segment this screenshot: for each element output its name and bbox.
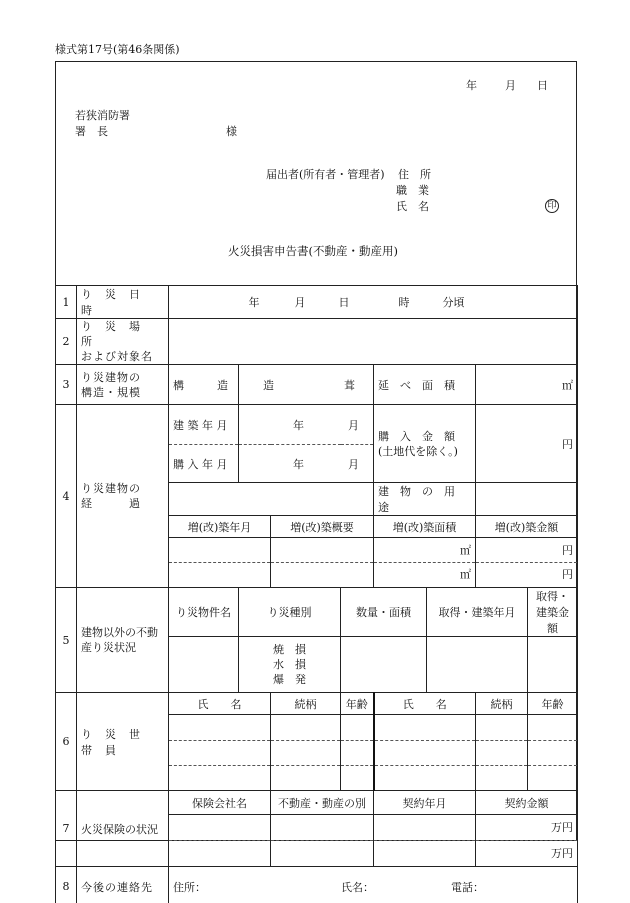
ext-area-1[interactable] [374, 538, 475, 563]
structure-roof: 葺 [344, 378, 355, 392]
member-age-3[interactable] [341, 766, 373, 790]
floor-area-unit: ㎡ [562, 378, 573, 392]
floor-area-label: 延 べ 面 積 [374, 365, 476, 405]
built-month: 月 [348, 418, 359, 432]
row-1-label: り 災 日 時 [77, 286, 169, 319]
notifier-address-label: 住 所 [398, 168, 431, 181]
r1-year: 年 [248, 296, 260, 309]
member-age-2[interactable] [341, 741, 373, 766]
member-relation-6[interactable] [476, 766, 527, 790]
damage-type-water: 水 損 [273, 658, 306, 671]
r3-label-2: 構造・規模 [81, 385, 141, 399]
bought-ym-field[interactable] [239, 445, 374, 483]
contract-date-1[interactable] [374, 815, 475, 841]
row-7-num: 7 [56, 791, 77, 867]
damage-type-explosion: 爆 発 [273, 673, 306, 686]
ext-amount-2[interactable] [476, 563, 577, 587]
member-name-1[interactable] [169, 716, 270, 741]
member-relation-header-2: 続柄 [476, 693, 528, 715]
purchase-price-label [374, 405, 476, 483]
bought-year: 年 [293, 457, 304, 471]
usage-field[interactable] [476, 483, 578, 516]
usage-label: 建 物 の 用 途 [374, 483, 476, 516]
member-age-col-2[interactable] [528, 715, 578, 791]
member-age-header-1: 年齢 [341, 693, 374, 715]
built-year: 年 [293, 418, 304, 432]
purchase-price-yen: 円 [562, 437, 573, 451]
property-type-2[interactable] [271, 841, 373, 866]
row-8-label: 今後の連絡先 [77, 867, 169, 903]
insurer-1[interactable] [169, 815, 270, 841]
contact-phone-label: 電話： [451, 880, 484, 894]
notifier-name-label: 氏 名 [396, 200, 429, 213]
ext-amount-1-unit: 円 [562, 544, 573, 557]
row-6-headers [56, 693, 578, 715]
member-age-6[interactable] [528, 766, 577, 790]
ext-summary-cell[interactable] [271, 538, 374, 588]
row-5-label [77, 588, 169, 693]
row-4-label [77, 405, 169, 588]
row-6-num: 6 [56, 693, 77, 791]
member-relation-col-1[interactable] [271, 715, 341, 791]
ext-amount-header: 増(改)築金額 [476, 516, 578, 538]
date-day: 日 [537, 79, 548, 92]
member-age-1[interactable] [341, 716, 373, 741]
ext-summary-1[interactable] [271, 538, 373, 563]
member-name-header-2: 氏 名 [374, 693, 476, 715]
ext-area-2[interactable] [374, 563, 475, 587]
damage-type-header: り災種別 [239, 588, 341, 637]
bought-ym-blank [169, 483, 374, 516]
seal-text: 印 [545, 199, 559, 213]
property-type-1[interactable] [271, 815, 373, 841]
ext-date-header: 増(改)築年月 [169, 516, 271, 538]
member-name-4[interactable] [375, 716, 476, 741]
r1-hour: 時 [398, 296, 410, 309]
ext-date-cell[interactable] [169, 538, 271, 588]
row-7-label: 火災保険の状況 [77, 791, 169, 867]
fire-datetime-field[interactable] [169, 286, 578, 319]
purchase-price-field[interactable] [476, 405, 578, 483]
acquire-amount-header: 取得・建築金額 [528, 588, 578, 637]
ext-date-2[interactable] [169, 563, 270, 587]
member-age-header-2: 年齢 [528, 693, 578, 715]
insurer-header: 保険会社名 [169, 791, 271, 815]
member-name-6[interactable] [375, 766, 476, 790]
structure-zou: 造 [263, 378, 274, 392]
member-relation-3[interactable] [271, 766, 340, 790]
contact-field[interactable] [169, 867, 578, 903]
row-5-num: 5 [56, 588, 77, 693]
date-year: 年 [466, 79, 477, 92]
ext-area-cell[interactable] [374, 538, 476, 588]
floor-area-field[interactable] [476, 365, 578, 405]
bought-ym-label: 購 入 年 月 [169, 445, 239, 483]
r1-minute: 分頃 [442, 296, 465, 309]
r4-label-1: り災建物の [81, 482, 141, 495]
notifier-occupation-label: 職 業 [396, 184, 429, 197]
quantity-header: 数量・面積 [341, 588, 427, 637]
member-name-5[interactable] [375, 741, 476, 766]
ext-amount-cell[interactable] [476, 538, 578, 588]
r1-day: 日 [338, 296, 350, 309]
contact-address-label: 住所： [173, 880, 206, 894]
member-relation-4[interactable] [476, 716, 527, 741]
built-ym-field[interactable] [239, 405, 374, 445]
form-title: 火災損害申告書(不動産・動産用) [228, 244, 398, 258]
row-1 [56, 286, 578, 319]
member-relation-5[interactable] [476, 741, 527, 766]
ext-amount-2-unit: 円 [562, 568, 573, 581]
member-name-3[interactable] [169, 766, 270, 790]
r5-label-1: 建物以外の不動 [81, 626, 158, 639]
row-6-label: り 災 世 帯 員 [77, 693, 169, 791]
structure-field[interactable] [239, 365, 374, 405]
contract-date-header: 契約年月 [374, 791, 476, 815]
contract-date-2[interactable] [374, 841, 475, 866]
member-name-2[interactable] [169, 741, 270, 766]
ext-date-1[interactable] [169, 538, 270, 563]
acquire-date-header: 取得・建築年月 [427, 588, 528, 637]
acquire-date-field[interactable] [427, 637, 528, 693]
insurer-col[interactable] [169, 815, 271, 867]
prop-name-header: り災物件名 [169, 588, 239, 637]
member-age-5[interactable] [528, 741, 577, 766]
row-2-num: 2 [56, 319, 77, 365]
r5-label-2: 産り災状況 [81, 641, 136, 654]
contract-amount-1-unit: 万円 [551, 821, 573, 834]
excl-land-text: (土地代を除く。) [378, 444, 458, 458]
bought-month: 月 [348, 457, 359, 471]
addressee-chief: 署 長 [75, 125, 108, 138]
member-age-4[interactable] [528, 716, 577, 741]
seal-mark [545, 199, 559, 213]
damage-type-field[interactable] [239, 637, 341, 693]
built-ym-label: 建 築 年 月 [169, 405, 239, 445]
contract-date-col[interactable] [374, 815, 476, 867]
notifier-label: 届出者(所有者・管理者) [266, 168, 385, 181]
r4-label-2: 経 過 [81, 497, 141, 510]
member-name-header-1: 氏 名 [169, 693, 271, 715]
date-month: 月 [505, 79, 516, 92]
contract-amount-2-unit: 万円 [551, 847, 573, 860]
insurer-2[interactable] [169, 841, 270, 866]
damage-type-burn: 焼 損 [273, 643, 306, 656]
ext-summary-2[interactable] [271, 563, 373, 587]
purchase-price-text: 購 入 金 額 [378, 429, 455, 443]
member-name-col-1[interactable] [169, 715, 271, 791]
damage-report-table [55, 285, 578, 903]
acquire-amount-field[interactable] [528, 637, 578, 693]
row-1-num: 1 [56, 286, 77, 319]
member-relation-2[interactable] [271, 741, 340, 766]
row-3-label [77, 365, 169, 405]
ext-amount-1[interactable] [476, 538, 577, 563]
property-type-header: 不動産・動産の別 [271, 791, 374, 815]
r3-label-1: り災建物の [81, 370, 141, 384]
row-2 [56, 319, 578, 365]
member-relation-header-1: 続柄 [271, 693, 341, 715]
contact-name-label: 氏名： [341, 880, 374, 894]
contract-amount-2[interactable] [476, 841, 577, 866]
row-4-num: 4 [56, 405, 77, 588]
ext-area-1-unit: ㎡ [460, 544, 471, 557]
quantity-field[interactable] [341, 637, 427, 693]
fire-location-field[interactable] [169, 319, 578, 365]
row-2-label [77, 319, 169, 365]
r2-label-2: および対象名 [81, 350, 153, 363]
row-8 [56, 867, 578, 903]
contract-amount-col[interactable] [476, 815, 578, 867]
member-name-col-2[interactable] [374, 715, 476, 791]
form-number: 様式第17号(第46条関係) [55, 43, 180, 56]
row-8-num: 8 [56, 867, 77, 903]
structure-label: 構 造 [169, 365, 239, 405]
contract-amount-header: 契約金額 [476, 791, 578, 815]
ext-area-2-unit: ㎡ [460, 568, 471, 581]
member-relation-1[interactable] [271, 716, 340, 741]
property-type-col[interactable] [271, 815, 374, 867]
prop-name-field[interactable] [169, 637, 239, 693]
member-age-col-1[interactable] [341, 715, 374, 791]
contract-amount-1[interactable] [476, 815, 577, 841]
row-5-headers [56, 588, 578, 637]
row-4-a [56, 405, 578, 445]
r1-month: 月 [294, 296, 306, 309]
ext-summary-header: 増(改)築概要 [271, 516, 374, 538]
r2-label-1: り 災 場 所 [81, 320, 153, 348]
row-3-num: 3 [56, 365, 77, 405]
addressee-honorific: 様 [226, 125, 237, 138]
row-3 [56, 365, 578, 405]
ext-area-header: 増(改)築面積 [374, 516, 476, 538]
addressee-office: 若狭消防署 [75, 109, 130, 122]
member-relation-col-2[interactable] [476, 715, 528, 791]
row-7-headers [56, 791, 578, 815]
